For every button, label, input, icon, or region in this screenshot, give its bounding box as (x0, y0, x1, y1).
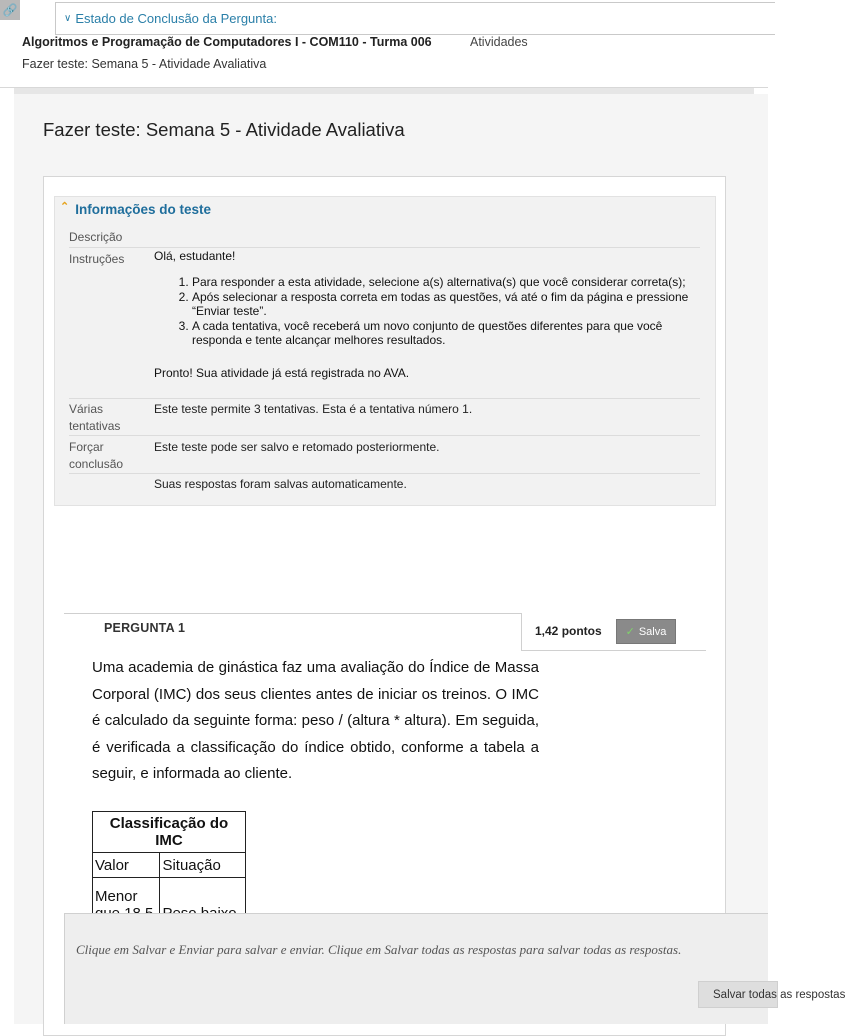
instruction-step: 1. Para responder a esta atividade, selecione a(s) alternativa(s) que você considerar correta(s); (192, 275, 694, 290)
breadcrumb (22, 35, 528, 49)
force-completion-value: Este teste pode ser salvo e retomado posteriormente. (154, 440, 440, 454)
course-title-link[interactable]: Algoritmos e Programação de Computadores I - COM110 - Turma 006 (22, 35, 432, 49)
saved-status-badge (616, 619, 676, 644)
chevron-down-icon: ∨ (64, 13, 72, 24)
attempts-value: Este teste permite 3 tentativas. Esta é a tentativa número 1. (154, 402, 473, 416)
instruction-step: 2. Após selecionar a resposta correta em todas as questões, vá até o fim da página e pressione “Enviar teste”. (192, 290, 694, 319)
test-info-toggle[interactable] (60, 202, 211, 217)
status-link-label: Estado de Conclusão da Pergunta: (75, 11, 277, 26)
link-icon[interactable]: 🔗 (0, 0, 20, 20)
chevron-up-icon: ⌃ (60, 201, 70, 213)
divider (69, 435, 700, 436)
instructions-list (154, 275, 694, 348)
submit-instructions: Clique em Salvar e Enviar para salvar e enviar. Clique em Salvar todas as respostas para salvar todas as respostas. (76, 942, 682, 957)
attempts-label-line: Várias (69, 402, 104, 416)
description-label: Descrição (69, 230, 123, 244)
breadcrumb-current-page: Fazer teste: Semana 5 - Atividade Avaliativa (22, 57, 267, 71)
question-status-toggle[interactable] (55, 2, 775, 35)
page-title: Fazer teste: Semana 5 - Atividade Avaliativa (43, 119, 405, 140)
instructions-text (154, 249, 694, 392)
attempts-label-line: tentativas (69, 419, 121, 433)
divider (69, 247, 700, 248)
instruction-step: 3. A cada tentativa, você receberá um novo conjunto de questões diferentes para que você responda e tente alcançar melhores resultados. (192, 319, 694, 348)
test-info-heading: Informações do teste (75, 202, 212, 217)
greeting: Olá, estudante! (154, 249, 236, 263)
question-text: Uma academia de ginástica faz uma avaliação do Índice de Massa Corporal (IMC) dos seus clientes antes de iniciar os treinos. O IMC é calculado da seguinte forma: peso / (altura * altura). Em seguida, é verificada a classificação do índice obtido, conforme a tabela a seguir, e informada ao cliente. (92, 659, 539, 782)
autosave-notice: Suas respostas foram salvas automaticamente. (154, 477, 407, 491)
saved-label: Salva (638, 625, 667, 638)
check-icon: ✓ (625, 626, 635, 638)
table-header-cell: Valor (93, 853, 160, 878)
question-label: PERGUNTA 1 (104, 621, 186, 635)
closing-text: Pronto! Sua atividade já está registrada no AVA. (154, 365, 410, 380)
table-cell: Menor (93, 878, 160, 923)
divider (69, 398, 700, 399)
activities-link[interactable]: Atividades (470, 35, 528, 49)
submit-bar (64, 913, 768, 1024)
imc-table (92, 811, 246, 923)
save-all-button[interactable]: Salvar todas as respostas (698, 981, 778, 1008)
attempts-label (69, 401, 120, 435)
instructions-label: Instruções (69, 252, 125, 266)
force-label-line: Forçar (69, 440, 104, 454)
question-points: 1,42 pontos (535, 624, 602, 638)
divider (69, 473, 700, 474)
table-header-cell: Situação (160, 853, 246, 878)
force-label-line: conclusão (69, 457, 124, 471)
imc-table-title: Classificação do IMC (93, 812, 246, 853)
force-completion-label (69, 439, 123, 473)
